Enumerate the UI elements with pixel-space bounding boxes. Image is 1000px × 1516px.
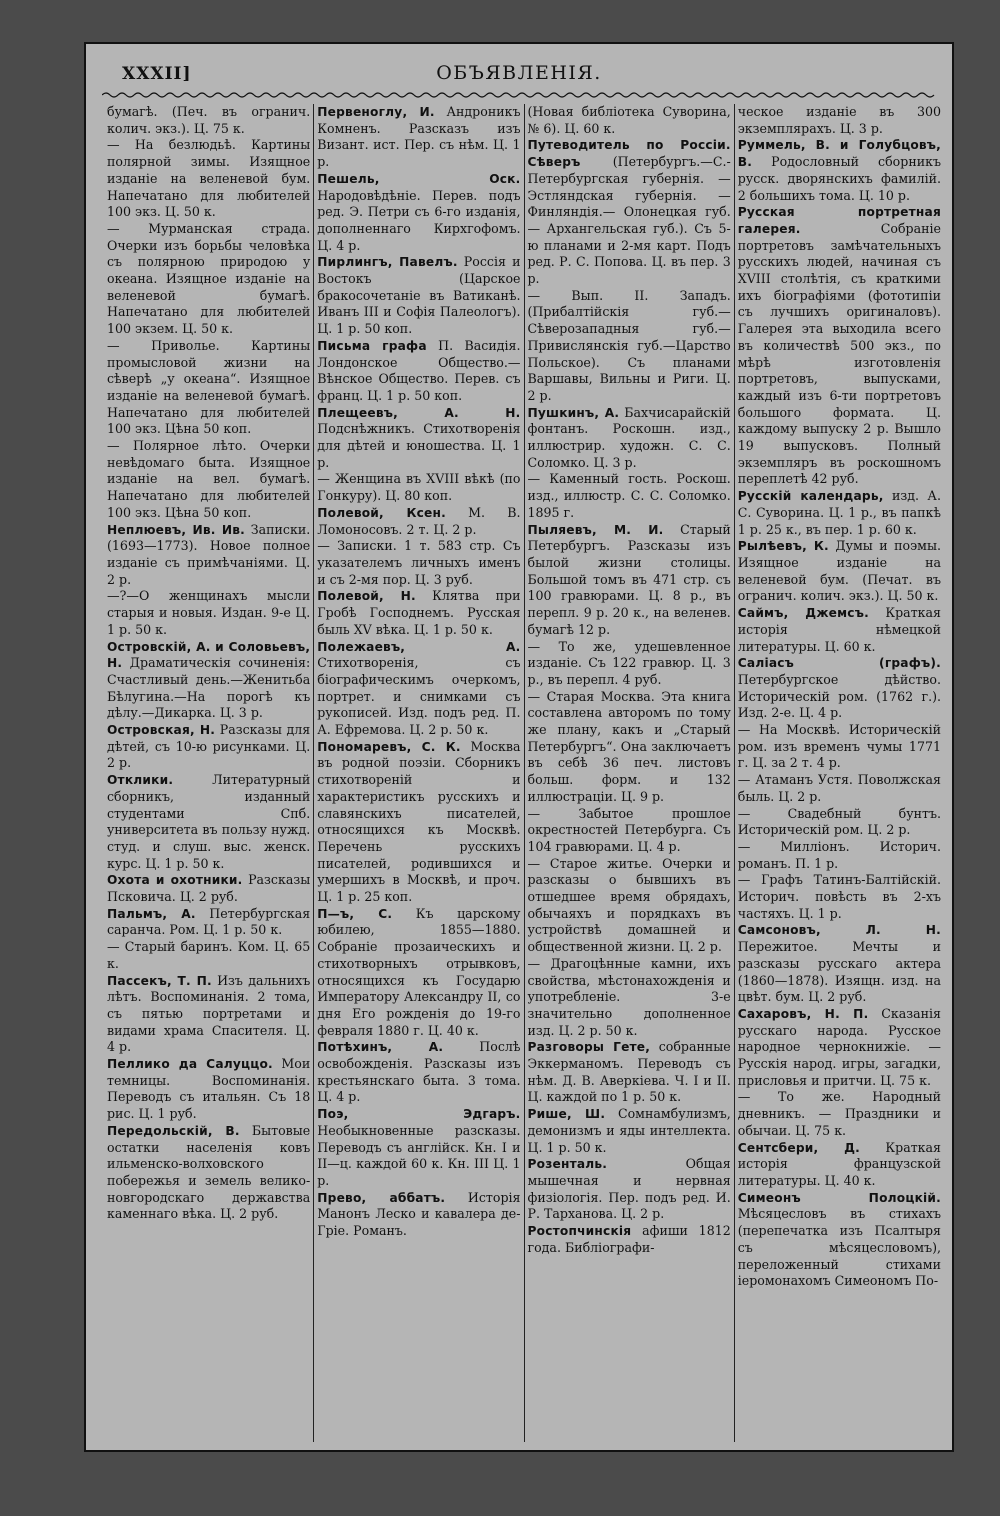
catalog-entry xyxy=(738,922,941,1006)
entry-author: Передольскій, В. xyxy=(107,1123,240,1138)
entry-text: Разсказы для дѣтей, съ 10-ю рисунками. Ц. 2 р. xyxy=(107,722,311,771)
entry-text: Сомнамбулизмъ, демонизмъ и яды интеллекта. Ц. 1 р. 50 к. xyxy=(527,1106,731,1155)
catalog-entry xyxy=(317,171,520,255)
catalog-entry xyxy=(317,906,520,1040)
entry-author: Разговоры Гете, xyxy=(527,1040,651,1055)
column-3 xyxy=(524,104,734,1442)
entry-author: Розенталь. xyxy=(527,1157,608,1172)
entry-author: Саймъ, Джемсъ. xyxy=(737,606,869,621)
page-header xyxy=(86,44,952,94)
entry-author: Симеонъ Полоцкій. xyxy=(737,1190,941,1205)
catalog-entry xyxy=(107,772,310,872)
entry-text: Подснѣжникъ. Стихотворенія для дѣтей и юношества. Ц. 1 р. xyxy=(317,421,521,470)
entry-text: (Новая библіотека Суворина, № 6). Ц. 60 к. xyxy=(527,104,731,136)
entry-author: Островскій, А. и Соловьевъ, Н. xyxy=(107,639,311,671)
entry-text: — Старая Москва. Эта книга составлена авторомъ по тому же плану, какъ и „Старый Петербургъ“. Она заключаетъ въ себѣ 36 печ. листовъ больш. форм. и 132 иллюстраціи. Ц. 9 р. xyxy=(527,688,731,804)
entry-text: — Атаманъ Устя. Поволжская быль. Ц. 2 р. xyxy=(737,772,941,804)
entry-text: афиши 1812 года. Библіографи- xyxy=(527,1223,731,1255)
entry-text: Пережитое. Мечты и разсказы русскаго актера (1860—1878). Изящн. изд. на цвѣт. бум. Ц. 2 руб. xyxy=(737,939,941,1005)
entry-text: — Графъ Татинъ-Балтійскій. Историч. повѣсть въ 2-хъ частяхъ. Ц. 1 р. xyxy=(737,872,941,921)
catalog-entry xyxy=(107,722,310,772)
entry-author: Полежаевъ, А. xyxy=(317,639,521,654)
catalog-entry xyxy=(528,956,731,1040)
entry-author: Пальмъ, А. xyxy=(107,906,196,921)
entry-author: Пушкинъ, А. xyxy=(527,405,620,420)
catalog-entry xyxy=(738,1190,941,1290)
catalog-entry xyxy=(738,772,941,805)
entry-text: — Записки. 1 т. 583 стр. Съ указателемъ личныхъ именъ и съ 2-мя пор. Ц. 3 руб. xyxy=(317,538,521,587)
entry-text: Записки. (1693—1773). Новое полное изданіе съ примѣчаніями. Ц. 2 р. xyxy=(107,521,311,587)
entry-text: Москва въ родной поэзіи. Сборникъ стихотвореній и характеристикъ русскихъ и славянскихъ писателей, относящихся къ Москвѣ. Перечень русскихъ писателей, родившихся и умершихъ в Москвѣ, и проч. Ц. 1 р. 25 коп. xyxy=(317,738,521,905)
catalog-entry xyxy=(738,204,941,488)
catalog-entry xyxy=(317,338,520,405)
entry-text: Краткая исторія нѣмецкой литературы. Ц. 60 к. xyxy=(737,605,941,654)
catalog-entry xyxy=(317,1039,520,1106)
entry-text: — Женщина въ XVIII вѣкѣ (по Гонкуру). Ц. 80 коп. xyxy=(317,471,521,504)
catalog-entry xyxy=(107,104,310,137)
entry-author: Плещеевъ, А. Н. xyxy=(317,405,521,420)
entry-author: Самсоновъ, Л. Н. xyxy=(737,923,941,938)
entry-text: — На безлюдьѣ. Картины полярной зимы. Изящное изданіе на веленевой бум. Напечатано для любителей 100 экз. Ц. 50 к. xyxy=(107,137,311,220)
catalog-entry xyxy=(528,689,731,806)
catalog-entry xyxy=(107,639,310,723)
entry-text: — Драгоцѣнные камни, ихъ свойства, мѣстонахожденія и употребленіе. 3-е значительно дополненное изд. Ц. 2 р. 50 к. xyxy=(527,955,731,1038)
entry-text: Народовѣдѣніе. Перев. подъ ред. Э. Петри съ 6-го изданія, дополненнаго Кирхгофомъ. Ц. 4 р. xyxy=(317,187,521,253)
entry-text: — Старый баринъ. Ком. Ц. 65 к. xyxy=(107,939,311,971)
entry-author: Отклики. xyxy=(107,773,174,788)
catalog-entry xyxy=(317,1190,520,1240)
entry-author: Письма графа xyxy=(317,338,427,353)
catalog-entry xyxy=(738,872,941,922)
entry-text: — То же, удешевленное изданіе. Съ 122 гравюр. Ц. 3 р., въ перепл. 4 руб. xyxy=(527,638,731,687)
entry-author: Полевой, Н. xyxy=(317,589,416,604)
catalog-entry xyxy=(738,104,941,137)
entry-author: Ростопчинскія xyxy=(527,1224,632,1239)
entry-author: Прево, аббатъ. xyxy=(317,1190,446,1205)
catalog-entry xyxy=(107,973,310,1057)
entry-author: Русскій календарь, xyxy=(737,489,884,504)
entry-author: Охота и охотники. xyxy=(107,873,243,888)
entry-author: Пирлингъ, Павелъ. xyxy=(317,255,458,270)
entry-text: Петербургская саранча. Ром. Ц. 1 р. 50 к. xyxy=(107,905,311,938)
entry-text: Стихотворенія, съ біографическимъ очеркомъ, портрет. и снимками съ рукописей. Изд. подъ ред. П. А. Ефремова. Ц. 2 р. 50 к. xyxy=(317,655,521,738)
entry-text: — Старое житье. Очерки и разсказы о бывшихъ въ отшедшее время обрядахъ, обычаяхъ и порядкахъ въ устройствѣ домашней и общественной жизни. Ц. 2 р. xyxy=(527,855,731,955)
catalog-entry xyxy=(107,1123,310,1223)
catalog-entry xyxy=(738,538,941,605)
entry-text: Къ царскому юбилею, 1855—1880. Собраніе прозаическихъ и стихотворныхъ отрывковъ, относящихся къ Государю Императору Александру II, со дня Его рожденія до 19-го февраля 1880 г. Ц. 40 к. xyxy=(317,905,521,1038)
catalog-entry xyxy=(107,221,310,338)
catalog-entry xyxy=(738,137,941,204)
entry-text: Мѣсяцесловъ въ стихахъ (перепечатка изъ Псалтыря съ мѣсяцесловомъ), переложенный стихами іеромонахомъ Симеономъ По- xyxy=(737,1206,941,1289)
catalog-entry xyxy=(317,254,520,338)
page-number: XXXII] xyxy=(122,64,192,84)
entry-author: Руммель, В. и Голубцовъ, В. xyxy=(737,138,941,170)
catalog-entry xyxy=(738,839,941,872)
entry-author: Путеводитель по Россіи. Сѣверъ xyxy=(527,138,731,170)
entry-author: Первеноглу, И. xyxy=(317,105,435,119)
entry-text: — Милліонъ. Историч. романъ. П. 1 р. xyxy=(737,838,941,871)
entry-text: изд. А. С. Суворина. Ц. 1 р., въ папкѣ 1 р. 25 к., въ пер. 1 р. 60 к. xyxy=(737,488,941,537)
entry-text: — Полярное лѣто. Очерки невѣдомаго быта. Изящное изданіе на вел. бумагѣ. Напечатано для любителей 100 экз. Цѣна 50 коп. xyxy=(107,438,311,520)
entry-author: Русская портретная галерея. xyxy=(737,205,941,236)
entry-author: Сентсбери, Д. xyxy=(737,1140,861,1155)
entry-text: Думы и поэмы. Изящное изданіе на веленевой бум. (Печат. въ огранич. колич. экз.). Ц. 50 к. xyxy=(737,538,941,604)
entry-text: Петербургское дѣйство. Историческій ром. (1762 г.). Изд. 2-е. Ц. 4 р. xyxy=(737,671,941,721)
entry-text: — На Москвѣ. Историческій ром. изъ временъ чумы 1771 г. Ц. за 2 т. 4 р. xyxy=(737,722,941,771)
entry-text: Андроникъ Комненъ. Разсказъ изъ Визант. ист. Пер. съ нѣм. Ц. 1 р. xyxy=(317,104,521,170)
entry-author: Пономаревъ, С. К. xyxy=(317,739,461,754)
entry-author: Рише, Ш. xyxy=(527,1107,606,1122)
catalog-entry xyxy=(317,639,520,739)
entry-text: Изъ дальнихъ лѣтъ. Воспоминанія. 2 тома, съ пятью портретами и видами храма Спасителя. Ц. 4 р. xyxy=(107,972,311,1055)
entry-author: Потѣхинъ, А. xyxy=(317,1040,444,1055)
catalog-entry xyxy=(738,1006,941,1090)
entry-text: Россія и Востокъ (Царское бракосочетаніе въ Ватиканѣ. Иванъ III и Софія Палеологъ). Ц. 1 р. 50 коп. xyxy=(317,254,521,337)
entry-text: Разсказы Псковича. Ц. 2 руб. xyxy=(107,872,311,905)
entry-text: Старый Петербургъ. Разсказы изъ былой жизни столицы. Большой томъ въ 471 стр. съ 100 гравюрами. Ц. 8 р., въ перепл. 9 р. 20 к., на веленев. бумагѣ 12 р. xyxy=(527,521,731,637)
entry-author: Сахаровъ, Н. П. xyxy=(737,1006,869,1021)
entry-text: ческое изданіе въ 300 экземплярахъ. Ц. 3 р. xyxy=(737,104,941,136)
catalog-entry xyxy=(317,405,520,472)
entry-author: Полевой, Ксен. xyxy=(317,505,446,520)
entry-author: Пешель, Оск. xyxy=(317,171,521,186)
catalog-entry xyxy=(528,288,731,405)
entry-author: Пеллико да Салуццо. xyxy=(107,1057,273,1072)
column-2 xyxy=(313,104,523,1442)
catalog-entry xyxy=(528,639,731,689)
catalog-entry xyxy=(528,1223,731,1256)
entry-text: —?—О женщинахъ мысли старыя и новыя. Издан. 9-е Ц. 1 р. 50 к. xyxy=(107,588,311,637)
catalog-entry xyxy=(317,505,520,538)
entry-text: Послѣ освобожденія. Разсказы изъ крестьянскаго быта. 3 тома. Ц. 4 р. xyxy=(317,1039,521,1105)
entry-author: Поэ, Эдгаръ. xyxy=(317,1107,521,1122)
entry-text: собранные Эккерманомъ. Переводъ съ нѣм. Д. В. Аверкіева. Ч. I и II. Ц. каждой по 1 р. 50 к. xyxy=(527,1039,731,1105)
entry-text: Сказанія русскаго народа. Русское народное чернокнижіе. — Русскія народ. игры, загадки, присловья и притчи. Ц. 75 к. xyxy=(737,1005,941,1088)
advertisement-columns xyxy=(104,104,944,1442)
entry-text: — Вып. II. Западъ. (Прибалтійскія губ.—Сѣверозападныя губ.—Привислянскія губ.—Царство Польское). Съ планами Варшавы, Вильны и Риги. Ц. 2 р. xyxy=(527,287,731,403)
entry-author: П—ъ, С. xyxy=(317,906,393,921)
catalog-entry xyxy=(738,722,941,772)
entry-text: Клятва при Гробѣ Господнемъ. Русская быль XV вѣка. Ц. 1 р. 50 к. xyxy=(317,588,521,637)
entry-text: — Приволье. Картины промысловой жизни на сѣверѣ „у океана“. Изящное изданіе на веленевой бумагѣ. Напечатано для любителей 100 экз. Цѣна 50 коп. xyxy=(107,337,311,437)
catalog-entry xyxy=(317,104,520,171)
catalog-entry xyxy=(107,939,310,972)
catalog-entry xyxy=(107,906,310,939)
catalog-entry xyxy=(528,806,731,856)
column-4 xyxy=(734,104,944,1442)
catalog-entry xyxy=(107,872,310,905)
entry-text: Литературный сборникъ, изданный студентами Спб. университета въ пользу нужд. студ. и слуш. выс. женск. курс. Ц. 1 р. 50 к. xyxy=(107,772,311,871)
catalog-entry xyxy=(107,338,310,438)
entry-text: — То же. Народный дневникъ. — Праздники и обычаи. Ц. 75 к. xyxy=(737,1089,941,1138)
entry-text: — Забытое прошлое окрестностей Петербурга. Съ 104 гравюрами. Ц. 4 р. xyxy=(527,805,731,854)
entry-author: Неплюевъ, Ив. Ив. xyxy=(107,522,245,537)
catalog-entry xyxy=(528,522,731,639)
entry-text: Бахчисарайскій фонтанъ. Роскошн. изд., иллюстрир. художн. С. С. Соломко. Ц. 3 р. xyxy=(527,404,731,470)
catalog-entry xyxy=(528,137,731,287)
catalog-entry xyxy=(317,1106,520,1190)
catalog-entry xyxy=(528,1156,731,1223)
header-ornament-rule xyxy=(102,91,938,99)
entry-text: — Мурманская страда. Очерки изъ борьбы человѣка съ полярною природою у океана. Изящное изданіе на веленевой бумагѣ. Напечатано для любителей 100 экзем. Ц. 50 к. xyxy=(107,220,311,337)
entry-text: (Петербургъ.—С.-Петербургская губернія. — Эстляндская губернія. — Финляндія.— Олонецкая губ. — Архангельская губ.). Съ 5-ю планами и 2-мя карт. Подъ ред. Р. С. Попова. Ц. въ пер. 3 р. xyxy=(527,154,731,287)
catalog-entry xyxy=(738,1140,941,1190)
entry-text: — Каменный гость. Роскош. изд., иллюстр. С. С. Соломко. 1895 г. xyxy=(527,471,731,520)
catalog-entry xyxy=(317,538,520,588)
catalog-entry xyxy=(738,488,941,538)
entry-text: Необыкновенные разсказы. Переводъ съ англійск. Кн. I и II—ц. каждой 60 к. Кн. III Ц. 1 р. xyxy=(317,1122,521,1188)
entry-text: Мои темницы. Воспоминанія. Переводъ съ итальян. Съ 18 рис. Ц. 1 руб. xyxy=(107,1056,311,1122)
catalog-entry xyxy=(738,1089,941,1139)
entry-author: Пыляевъ, М. И. xyxy=(527,522,664,537)
catalog-entry xyxy=(528,104,731,137)
entry-text: Краткая исторія французской литературы. Ц. 40 к. xyxy=(737,1139,941,1188)
entry-text: Общая мышечная и нервная физіологія. Пер. подъ ред. И. Р. Тарханова. Ц. 2 р. xyxy=(527,1156,731,1222)
entry-author: Островская, Н. xyxy=(107,723,216,738)
entry-author: Рылѣевъ, К. xyxy=(737,539,829,554)
entry-text: М. В. Ломоносовъ. 2 т. Ц. 2 р. xyxy=(317,504,521,537)
entry-author: Пассекъ, Т. П. xyxy=(107,973,212,988)
catalog-entry xyxy=(528,1039,731,1106)
catalog-entry xyxy=(528,405,731,472)
entry-text: Драматическія сочиненія: Счастливый день.—Женитьба Бѣлугина.—На порогѣ къ дѣлу.—Дикарка. Ц. 3 р. xyxy=(107,655,311,721)
catalog-entry xyxy=(317,471,520,504)
catalog-entry xyxy=(528,1106,731,1156)
catalog-entry xyxy=(107,1056,310,1123)
catalog-entry xyxy=(738,806,941,839)
catalog-entry xyxy=(528,471,731,521)
catalog-entry xyxy=(317,588,520,638)
entry-text: Исторія Манонъ Леско и кавалера де-Гріе. Романъ. xyxy=(317,1189,521,1239)
catalog-entry xyxy=(107,588,310,638)
catalog-entry xyxy=(738,655,941,722)
entry-author: Саліасъ (графъ). xyxy=(737,656,941,671)
entry-text: Бытовые остатки населенія ковъ ильменско-волховского побережья и земель велико-новгородскаго державства каменнаго вѣка. Ц. 2 руб. xyxy=(107,1122,311,1222)
entry-text: П. Васидія. Лондонское Общество.—Вѣнское Общество. Перев. съ франц. Ц. 1 р. 50 коп. xyxy=(317,337,521,403)
catalog-entry xyxy=(528,856,731,956)
catalog-entry xyxy=(107,438,310,522)
entry-text: бумагѣ. (Печ. въ огранич. колич. экз.). Ц. 75 к. xyxy=(107,104,311,136)
column-1 xyxy=(104,104,313,1442)
catalog-entry xyxy=(738,605,941,655)
page-frame xyxy=(84,42,954,1452)
catalog-entry xyxy=(107,522,310,589)
entry-text: Собраніе портретовъ замѣчательныхъ русскихъ людей, начиная съ XVIII столѣтія, съ краткими ихъ біографіями (фототипіи съ лучшихъ оригиналовъ). Галерея эта выходила всего въ количествѣ 500 экз., по мѣрѣ изготовленія портретовъ, выпусками, каждый изъ 6-ти портретовъ большого формата. Ц. каждому выпуску 2 р. Вышло 19 выпусковъ. Полный экземпляръ въ роскошномъ переплетѣ 42 руб. xyxy=(737,220,941,487)
catalog-entry xyxy=(107,137,310,221)
running-title: ОБЪЯВЛЕНІЯ. xyxy=(436,62,602,84)
catalog-entry xyxy=(317,739,520,906)
entry-text: — Свадебный бунтъ. Историческій ром. Ц. 2 р. xyxy=(737,805,941,838)
entry-text: Родословный сборникъ русск. дворянскихъ фамилій. 2 большихъ тома. Ц. 10 р. xyxy=(737,154,941,203)
